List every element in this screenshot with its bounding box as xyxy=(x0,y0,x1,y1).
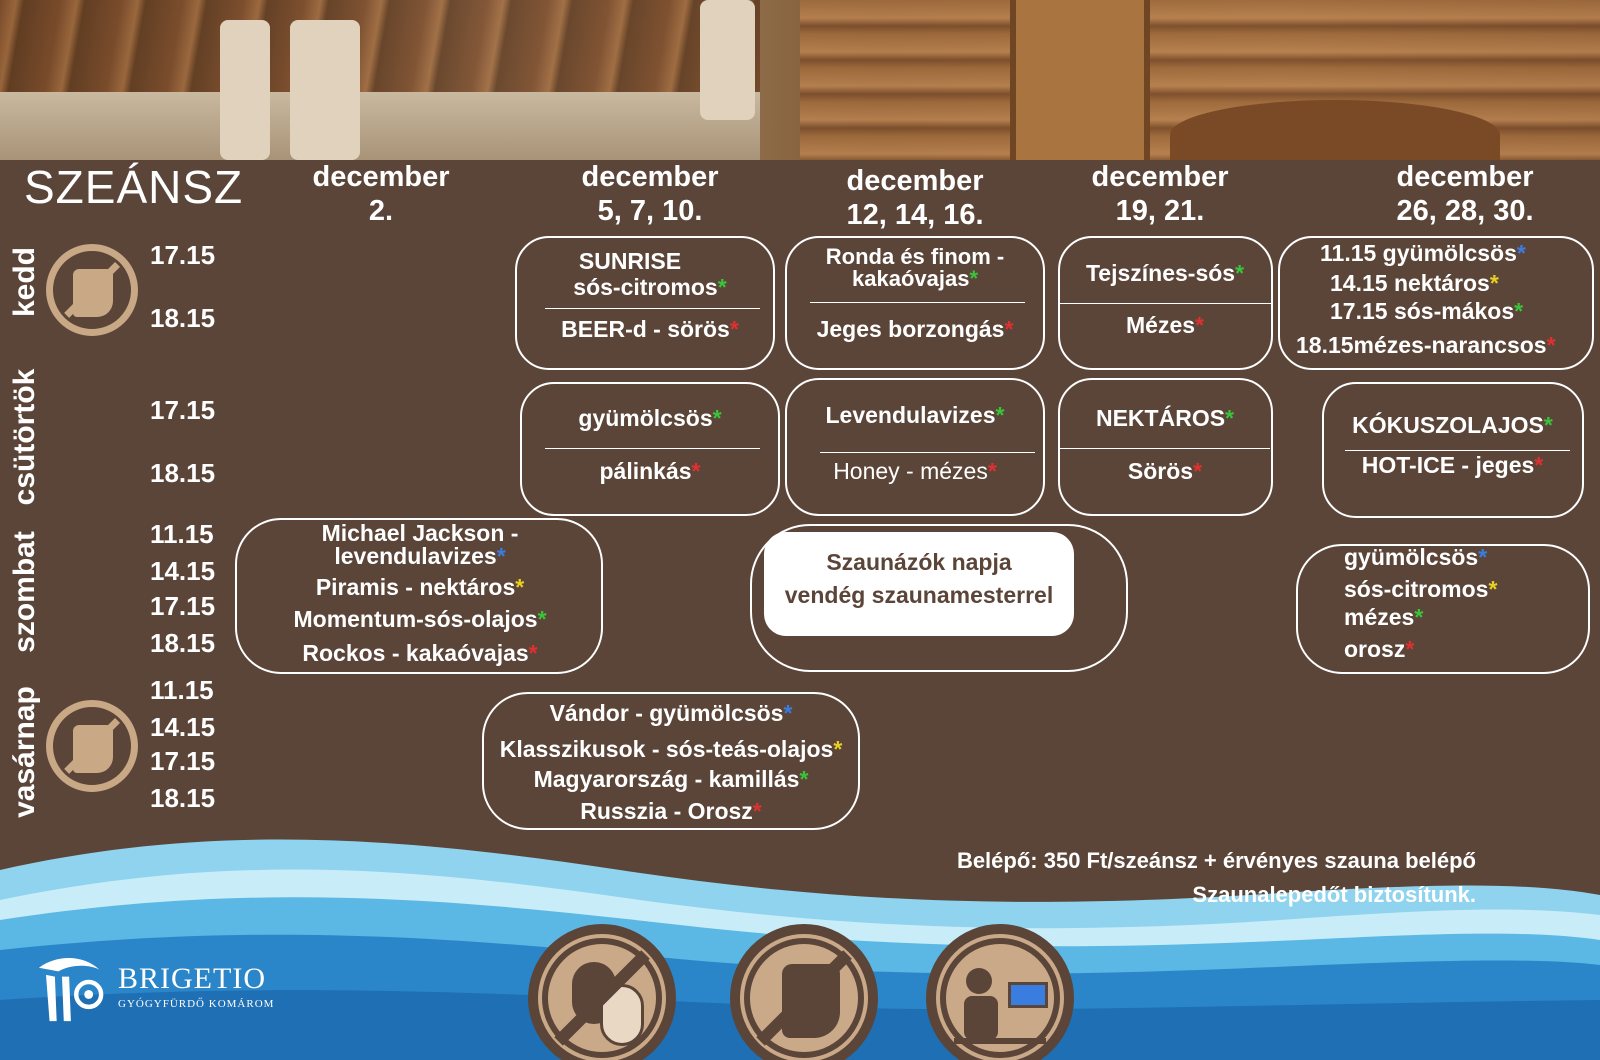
time-slot: 17.15 xyxy=(150,395,216,425)
no-slippers-icon xyxy=(528,924,676,1060)
divider xyxy=(545,308,760,309)
star-marker-green: * xyxy=(969,266,978,291)
session-name: Levendulavizes* xyxy=(825,402,1005,428)
brand-name: BRIGETIO xyxy=(118,962,266,995)
star-marker-red: * xyxy=(729,316,739,342)
session-name: Michael Jackson - xyxy=(321,520,519,546)
star-marker-red: * xyxy=(1534,452,1544,478)
column-header-month: december xyxy=(1091,161,1229,193)
time-slot: 14.15 xyxy=(150,556,216,586)
star-marker-green: * xyxy=(799,766,809,792)
star-marker-yellow: * xyxy=(515,574,525,600)
session-name: SUNRISE xyxy=(578,248,682,274)
session-name: sós-citromos* xyxy=(573,274,727,300)
session-name: Magyarország - kamillás* xyxy=(533,766,809,792)
star-marker-yellow: * xyxy=(833,736,843,762)
divider xyxy=(1060,448,1270,449)
session-name: Honey - mézes* xyxy=(833,458,997,484)
sauna-day-banner xyxy=(764,532,1074,636)
session-box xyxy=(520,382,780,516)
no-towel-on-heater-icon xyxy=(926,924,1074,1060)
star-marker-green: * xyxy=(1543,412,1553,438)
star-marker-green: * xyxy=(1414,604,1424,630)
brand-subtitle: GYÓGYFÜRDŐ KOMÁROM xyxy=(118,998,275,1010)
towel-note: Szaunalepedőt biztosítunk. xyxy=(1192,882,1476,907)
star-marker-green: * xyxy=(717,274,727,300)
session-name: Piramis - nektáros* xyxy=(315,574,525,600)
star-marker-blue: * xyxy=(1478,544,1488,570)
star-marker-yellow: * xyxy=(1488,576,1498,602)
session-name: mézes* xyxy=(1344,604,1424,630)
column-header xyxy=(555,160,745,228)
session-name: Klasszikusok - sós-teás-olajos* xyxy=(499,736,843,762)
star-marker-green: * xyxy=(1225,405,1234,431)
session-name: HOT-ICE - jeges* xyxy=(1361,452,1544,478)
no-swimsuit-icon xyxy=(46,244,138,336)
session-name: KÓKUSZOLAJOS* xyxy=(1352,412,1553,438)
column-header xyxy=(1355,160,1575,228)
time-slot: 11.15 xyxy=(150,675,214,705)
session-name: orosz* xyxy=(1344,636,1415,662)
star-marker-red: * xyxy=(528,640,538,666)
time-slot: 17.15 xyxy=(150,591,216,621)
time-slot: 18.15 xyxy=(150,628,216,658)
star-marker-red: * xyxy=(1546,332,1556,358)
time-slot: 17.15 xyxy=(150,240,216,270)
session-name: Sörös* xyxy=(1127,458,1203,484)
session-name: gyümölcsös* xyxy=(1344,544,1488,570)
column-header-dates: 12, 14, 16. xyxy=(846,199,984,231)
column-header-dates: 2. xyxy=(368,195,394,227)
photo-stone-lantern xyxy=(290,20,360,160)
column-header-dates: 19, 21. xyxy=(1115,195,1205,227)
star-marker-blue: * xyxy=(1516,240,1526,266)
divider xyxy=(1345,450,1570,451)
photo-fountain-pillar xyxy=(220,20,270,160)
star-marker-blue: * xyxy=(783,700,793,726)
time-slot: 11.15 xyxy=(150,519,214,549)
session-box xyxy=(785,378,1045,516)
session-name: 14.15 nektáros* xyxy=(1330,270,1499,296)
session-box xyxy=(1058,378,1273,516)
star-marker-red: * xyxy=(1193,458,1203,484)
star-marker-green: * xyxy=(1235,260,1245,286)
session-name: Vándor - gyümölcsös* xyxy=(549,700,793,726)
star-marker-red: * xyxy=(691,458,701,484)
time-slot: 18.15 xyxy=(150,783,216,813)
column-header-month: december xyxy=(846,165,984,197)
no-swimsuit-icon xyxy=(46,700,138,792)
session-name: Jeges borzongás* xyxy=(816,316,1014,342)
session-name: pálinkás* xyxy=(599,458,701,484)
photo-door xyxy=(1010,0,1150,160)
column-header-dates: 26, 28, 30. xyxy=(1396,195,1534,227)
session-name: kakaóvajas* xyxy=(852,266,978,291)
divider xyxy=(545,448,760,449)
brigetio-logo-icon xyxy=(30,950,110,1030)
column-header-month: december xyxy=(312,161,450,193)
divider xyxy=(1058,303,1273,304)
star-marker-green: * xyxy=(995,402,1005,428)
session-name: gyümölcsös* xyxy=(578,405,722,431)
column-header xyxy=(1075,160,1245,228)
photo-stone-lantern xyxy=(700,0,755,120)
day-label-saturday: szombat xyxy=(8,531,41,653)
divider xyxy=(820,452,1035,453)
session-name: 17.15 sós-mákos* xyxy=(1330,298,1524,324)
star-marker-red: * xyxy=(987,458,997,484)
banner-line: Szaunázók napja xyxy=(826,549,1012,575)
session-name: 11.15 gyümölcsös* xyxy=(1320,240,1526,266)
session-name: Momentum-sós-olajos* xyxy=(293,606,547,632)
session-name: Ronda és finom - xyxy=(825,244,1005,269)
time-slot: 14.15 xyxy=(150,712,216,742)
time-slot: 17.15 xyxy=(150,746,216,776)
session-name: Mézes* xyxy=(1126,312,1204,338)
star-marker-yellow: * xyxy=(1489,270,1499,296)
session-name: sós-citromos* xyxy=(1344,576,1498,602)
star-marker-red: * xyxy=(752,798,762,824)
session-name: Russzia - Orosz* xyxy=(580,798,762,824)
photo-deck xyxy=(0,92,760,160)
column-header-month: december xyxy=(1396,161,1534,193)
time-slot: 18.15 xyxy=(150,458,216,488)
photo-deckchairs xyxy=(0,0,760,100)
star-marker-green: * xyxy=(712,405,722,431)
time-slot: 18.15 xyxy=(150,303,216,333)
column-header xyxy=(296,160,466,228)
no-swimsuit-icon xyxy=(730,924,878,1060)
star-marker-green: * xyxy=(1514,298,1524,324)
divider xyxy=(810,302,1025,303)
star-marker-red: * xyxy=(1004,316,1014,342)
session-name: NEKTÁROS* xyxy=(1095,405,1234,431)
entry-price-note: Belépő: 350 Ft/szeánsz + érvényes szauna belépő xyxy=(956,848,1476,873)
day-label-tuesday: kedd xyxy=(8,246,41,318)
page-title: SZEÁNSZ xyxy=(24,161,244,213)
session-name: BEER-d - sörös* xyxy=(561,316,739,342)
session-name: levendulavizes* xyxy=(334,543,506,569)
session-name: 18.15mézes-narancsos* xyxy=(1296,332,1556,358)
session-name: Rockos - kakaóvajas* xyxy=(302,640,538,666)
star-marker-blue: * xyxy=(496,543,506,569)
star-marker-green: * xyxy=(537,606,547,632)
header-photo xyxy=(0,0,1600,160)
column-header xyxy=(815,164,1015,232)
column-header-dates: 5, 7, 10. xyxy=(597,195,703,227)
day-label-sunday: vasárnap xyxy=(8,686,41,818)
column-header-month: december xyxy=(581,161,719,193)
day-label-thursday: csütörtök xyxy=(8,368,41,506)
star-marker-red: * xyxy=(1195,312,1204,338)
banner-line: vendég szaunamesterrel xyxy=(784,582,1054,608)
star-marker-red: * xyxy=(1405,636,1415,662)
session-name: Tejszínes-sós* xyxy=(1085,260,1245,286)
